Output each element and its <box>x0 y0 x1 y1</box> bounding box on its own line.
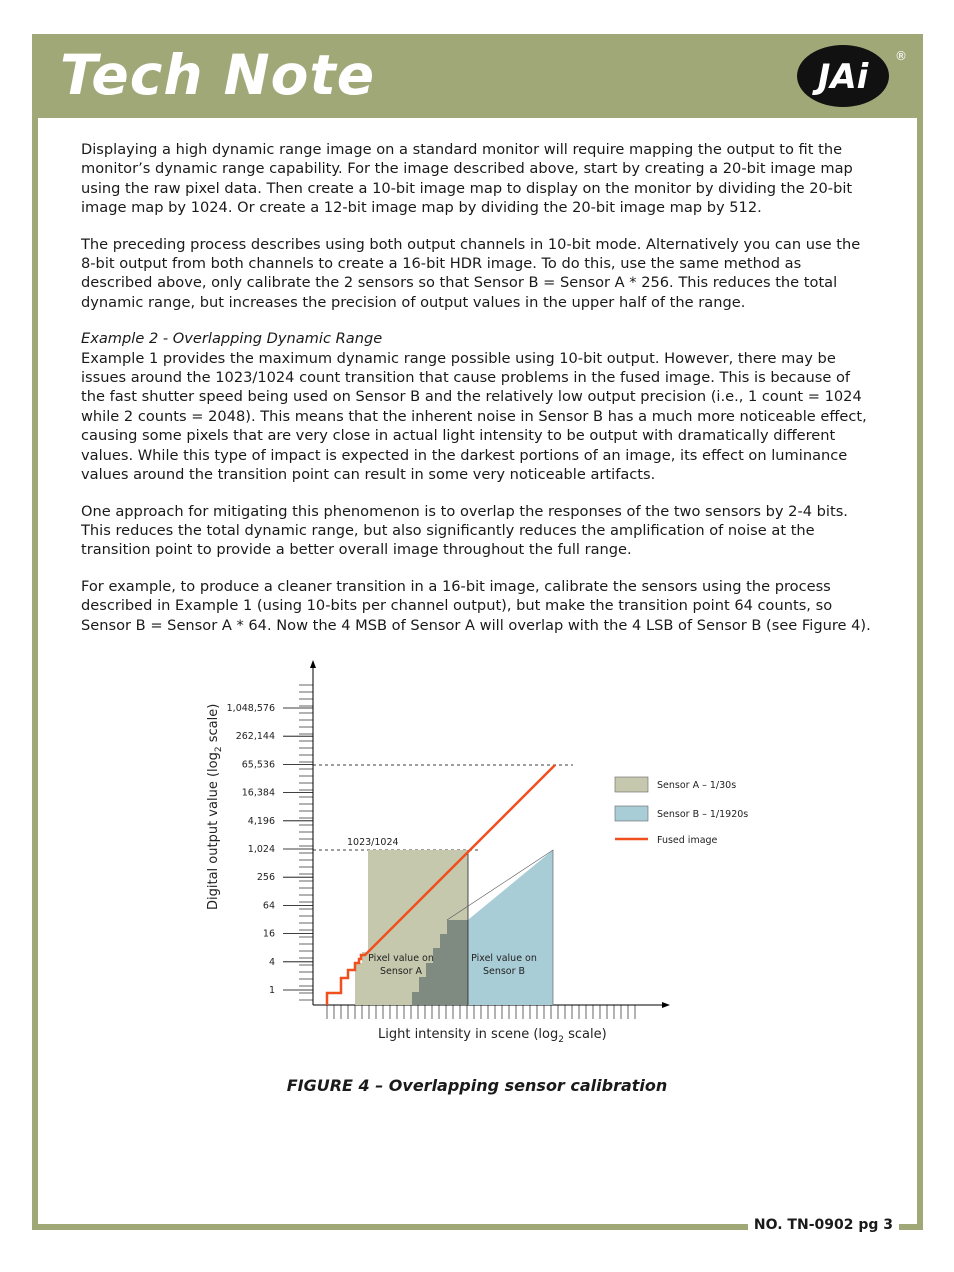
paragraph-1: Displaying a high dynamic range image on a standard monitor will require mapping the output to fit the monitor’s dynamic range capability. For the image described above, start by creating a 20-bit image map using the raw pixel data. Then create a 10-bit image map to display on the monitor by dividing the 20-bit image map by 1024. Or create a 12-bit image map by dividing the 20-bit image map by 512. <box>81 141 853 217</box>
y-tick-label: 256 <box>256 872 275 884</box>
legend-swatch-sensor-a <box>615 777 648 792</box>
region-b-label-2: Sensor B <box>482 966 526 977</box>
example-2-section <box>81 329 873 484</box>
region-b-label-1: Pixel value on <box>471 953 537 964</box>
page-footer: NO. TN-0902 pg 3 <box>748 1216 899 1234</box>
y-axis-title: Digital output value ($\log_2$ scale) <box>206 703 224 910</box>
x-axis-title: Light intensity in scene ($\log_2$ scale) <box>378 1027 607 1045</box>
y-tick-label: 262,144 <box>235 731 275 743</box>
y-tick-label: 1,048,576 <box>226 703 275 714</box>
figure-4-chart <box>195 655 765 1055</box>
y-tick-labels <box>227 703 313 996</box>
y-tick-label: 16,384 <box>241 787 275 799</box>
y-tick-label: 64 <box>262 900 275 912</box>
legend-label-fused: Fused image <box>657 835 718 846</box>
legend <box>615 777 748 846</box>
legend-label-sensor-a: Sensor A – 1/30s <box>657 780 737 791</box>
paragraph-2: The preceding process describes using both output channels in 10-bit mode. Alternatively you can use the 8-bit output from both channels to create a 16-bit HDR image. To do this, use the same method as described above, only calibrate the 2 sensors so that Sensor B = Sensor A * 256. This reduces the total dynamic range, but increases the precision of output values in the upper half of the range. <box>81 235 861 311</box>
svg-text:JAi: JAi <box>817 57 869 97</box>
figure-caption: FIGURE 4 – Overlapping sensor calibration <box>286 1076 668 1095</box>
svg-text:®: ® <box>895 49 907 63</box>
region-a-label-2: Sensor A <box>379 966 423 977</box>
y-tick-label: 1,024 <box>247 844 275 855</box>
y-tick-label: 4,196 <box>247 815 275 827</box>
example-2-heading: Example 2 - Overlapping Dynamic Range <box>81 330 383 348</box>
y-tick-label: 65,536 <box>241 759 275 771</box>
region-a-label-1: Pixel value on <box>368 953 434 964</box>
y-tick-label: 4 <box>268 956 275 968</box>
example-2-body: Example 1 provides the maximum dynamic range possible using 10-bit output. However, there may be issues around the 1023/1024 count transition that cause problems in the fused image. This is because of the fast shutter speed being used on Sensor B and the relatively low output precision (i.e., 1 count = 1024 while 2 counts = 2048). This means that the inherent noise in Sensor B has a much more noticeable effect, causing some pixels that are very close in actual light intensity to be output with dramatically different values. While this type of impact is expected in the darkest portions of an image, its effect on luminance values around the transition point can result in some very noticeable artifacts. <box>81 349 867 484</box>
y-tick-label: 16 <box>262 928 275 940</box>
paragraph-3: One approach for mitigating this phenomenon is to overlap the responses of the two sensors by 2-4 bits. This reduces the total dynamic range, but also significantly reduces the amplification of noise at the transition point to provide a better overall image throughout the full range. <box>81 502 848 559</box>
transition-label: 1023/1024 <box>347 837 399 848</box>
page-title: Tech Note <box>60 43 376 107</box>
legend-label-sensor-b: Sensor B – 1/1920s <box>657 809 749 820</box>
body-text <box>81 140 873 652</box>
y-tick-label: 1 <box>268 985 275 996</box>
legend-swatch-sensor-b <box>615 806 648 821</box>
paragraph-4: For example, to produce a cleaner transition in a 16-bit image, calibrate the sensors using the process described in Example 1 (using 10-bits per channel output), but make the transition point 64 counts, so Sensor B = Sensor A * 64. Now the 4 MSB of Sensor A will overlap with the 4 LSB of Sensor B (see Figure 4). <box>81 577 871 634</box>
